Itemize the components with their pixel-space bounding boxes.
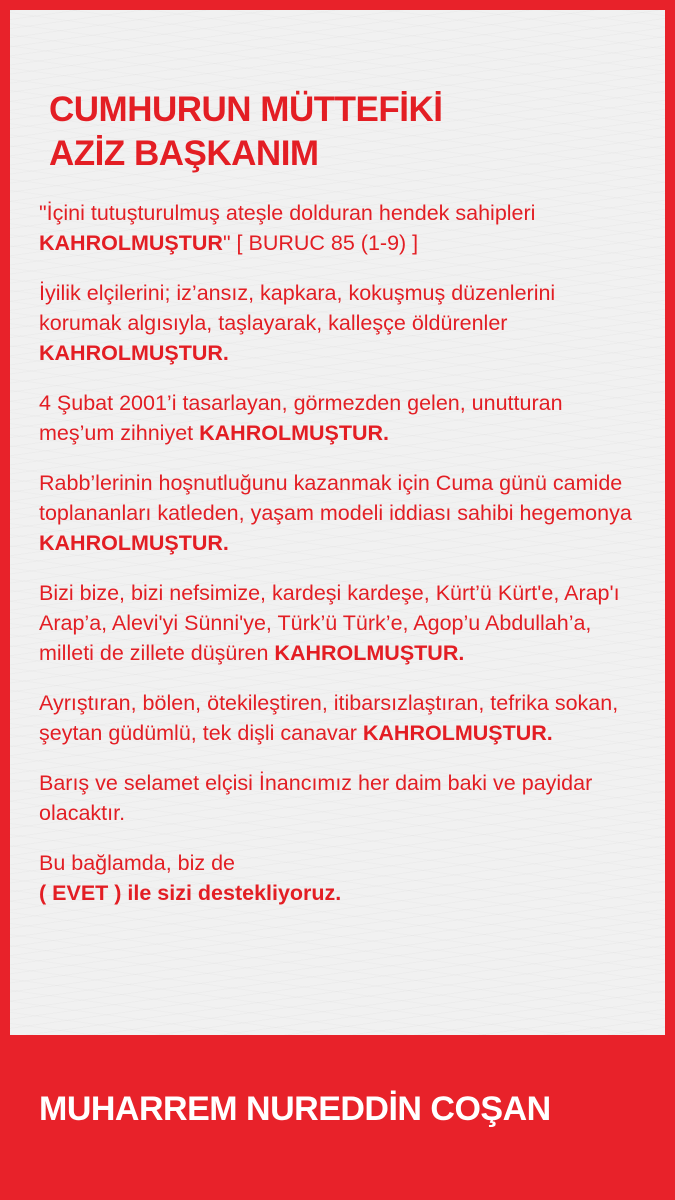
paragraph-4-emphasis: KAHROLMUŞTUR. — [39, 531, 229, 555]
paragraph-2 — [39, 278, 639, 368]
title-line-1: CUMHURUN MÜTTEFİKİ — [49, 90, 443, 129]
signature-footer — [10, 1035, 665, 1190]
paragraph-2-text: İyilik elçilerini; iz’ansız, kapkara, kokuşmuş düzenlerini korumak algısıyla, taşlayarak, kalleşçe öldürenler — [39, 281, 556, 335]
paragraph-7-text: Barış ve selamet elçisi İnancımız her daim baki ve payidar olacaktır. — [39, 771, 593, 825]
paragraph-6-emphasis: KAHROLMUŞTUR. — [362, 721, 553, 745]
title-line-2: AZİZ BAŞKANIM — [49, 134, 319, 173]
paragraph-4 — [39, 468, 639, 558]
paragraph-6-text: Ayrıştıran, bölen, ötekileştiren, itibarsızlaştıran, tefrika sokan, şeytan güdümlü, tek dişli canavar — [39, 691, 619, 745]
paragraph-1-text: "İçini tutuşturulmuş ateşle dolduran hendek sahipleri — [39, 201, 536, 225]
paragraph-7 — [39, 768, 639, 828]
paragraph-3-text: 4 Şubat 2001’i tasarlayan, görmezden gelen, unutturan meş’um zihniyet — [39, 391, 563, 445]
paragraph-3 — [39, 388, 639, 448]
paragraph-1-reference: " [ BURUC 85 (1-9) ] — [222, 231, 419, 255]
paragraph-4-text: Rabb’lerinin hoşnutluğunu kazanmak için Cuma günü camide toplananları katleden, yaşam modeli iddiası sahibi hegemonya — [39, 471, 632, 525]
paragraph-8-emphasis: ( EVET ) ile sizi destekliyoruz. — [39, 881, 342, 905]
paragraph-5 — [39, 578, 639, 668]
paragraph-8-text: Bu bağlamda, biz de — [39, 851, 236, 875]
message-body — [39, 198, 639, 928]
paragraph-6 — [39, 688, 639, 748]
paragraph-3-emphasis: KAHROLMUŞTUR. — [199, 421, 390, 445]
paragraph-8 — [39, 848, 639, 908]
paragraph-2-emphasis: KAHROLMUŞTUR. — [39, 341, 229, 365]
signature-name: MUHARREM NUREDDİN COŞAN — [39, 1090, 551, 1128]
paragraph-5-text: Bizi bize, bizi nefsimize, kardeşi kardeşe, Kürt’ü Kürt'e, Arap'ı Arap’a, Alevi'yi Sünni'ye, Türk’ü Türk’e, Agop’u Abdullah’a, milleti de zillete düşüren — [39, 581, 620, 665]
page-title — [49, 88, 442, 176]
paragraph-1 — [39, 198, 639, 258]
paragraph-5-emphasis: KAHROLMUŞTUR. — [274, 641, 465, 665]
paragraph-1-emphasis: KAHROLMUŞTUR — [39, 231, 223, 255]
